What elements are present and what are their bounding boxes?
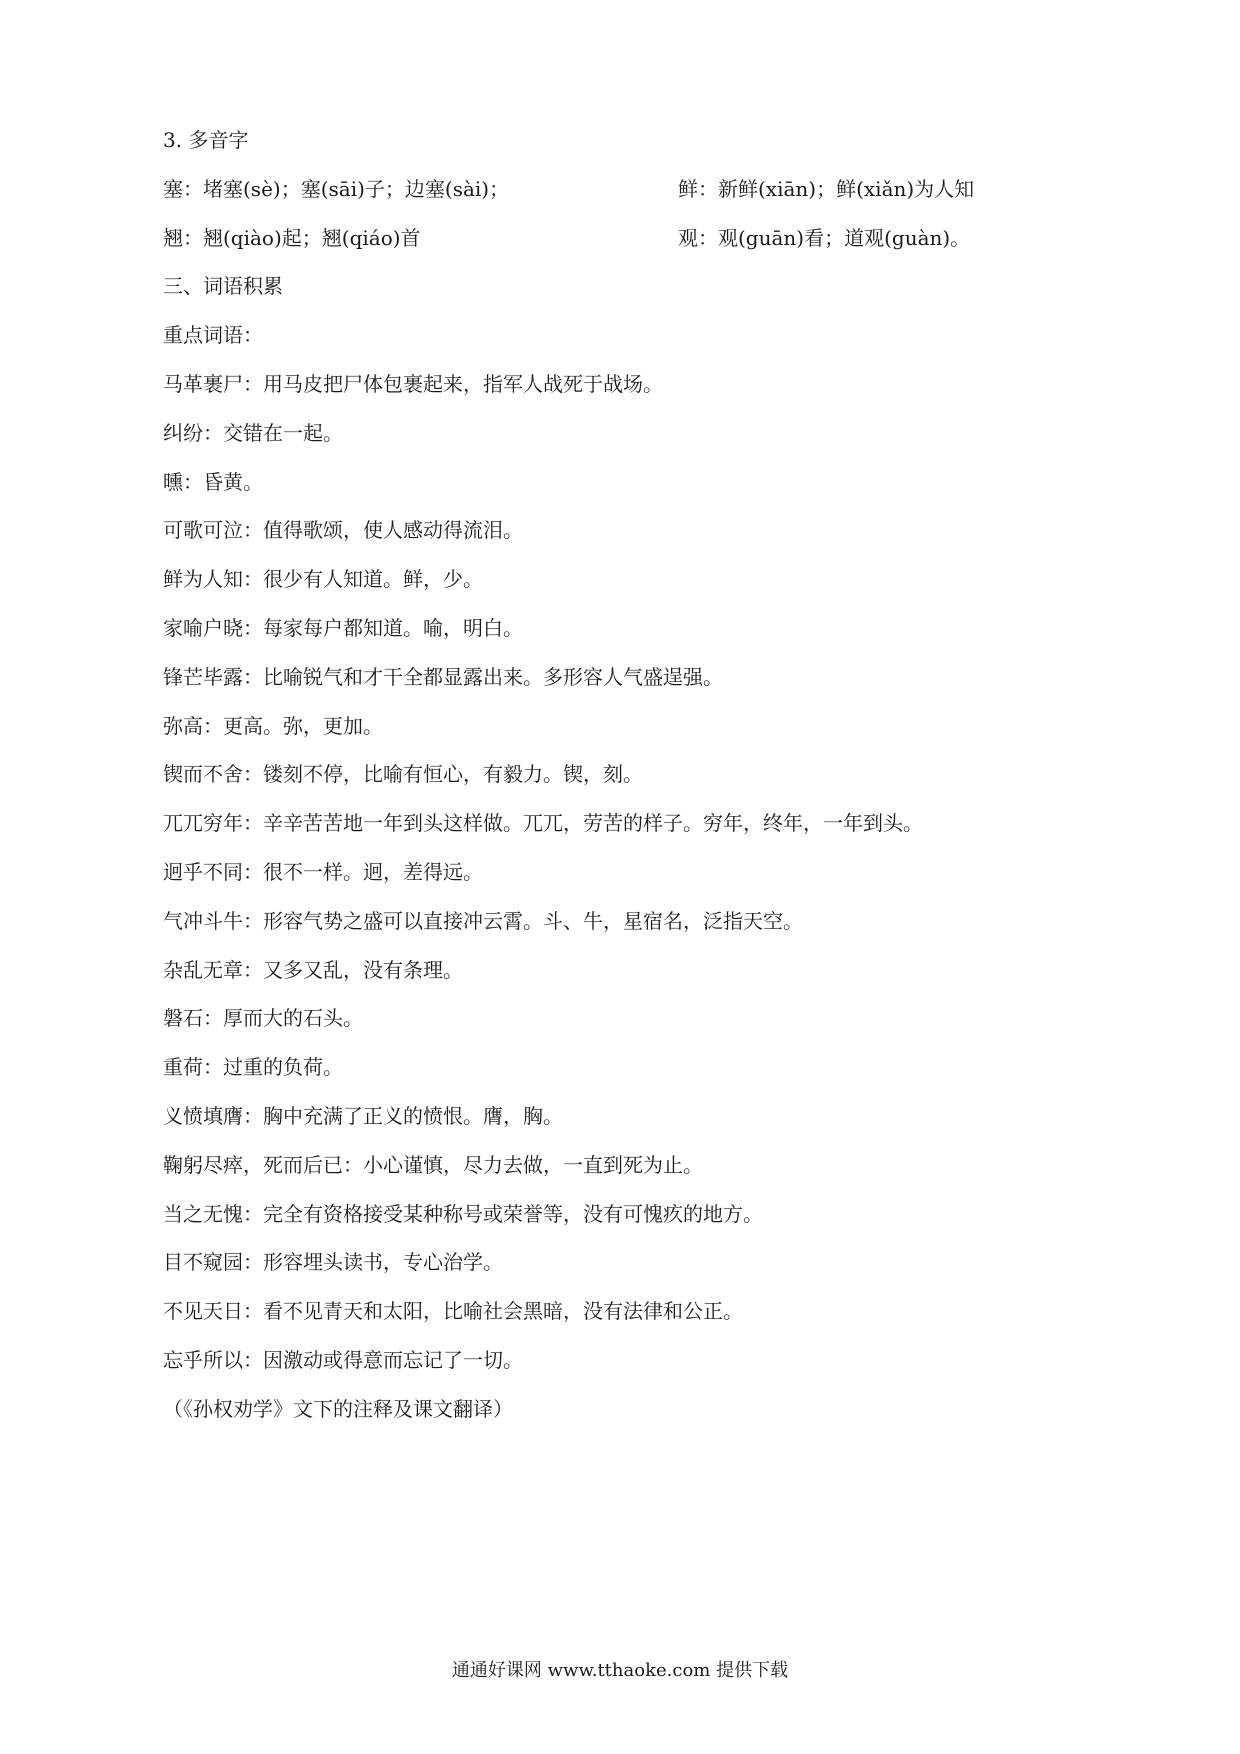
polyphone-entry: 塞：堵塞(sè)；塞(sāi)子；边塞(sài)； xyxy=(163,176,510,201)
vocabulary-item: 可歌可泣：值得歌颂，使人感动得流泪。 xyxy=(163,518,523,543)
vocabulary-item: 锲而不舍：镂刻不停，比喻有恒心，有毅力。锲，刻。 xyxy=(163,762,643,787)
vocabulary-item: 义愤填膺：胸中充满了正义的愤恨。膺，胸。 xyxy=(163,1103,563,1128)
vocabulary-item: 气冲斗牛：形容气势之盛可以直接冲云霄。斗、牛，星宿名，泛指天空。 xyxy=(163,908,803,933)
vocabulary-item: 曛：昏黄。 xyxy=(163,469,263,494)
section-title: 三、词语积累 xyxy=(163,274,283,299)
page-footer: 通通好课网 www.tthaoke.com 提供下载 xyxy=(451,1660,789,1681)
polyphone-row xyxy=(163,175,1103,203)
vocabulary-item: 迥乎不同：很不一样。迥，差得远。 xyxy=(163,859,483,884)
heading-polyphones: 3. 多音字 xyxy=(163,128,249,152)
polyphone-entry: 观：观(guān)看；道观(guàn)。 xyxy=(678,225,971,250)
vocabulary-item: 锋芒毕露：比喻锐气和才干全都显露出来。多形容人气盛逞强。 xyxy=(163,664,723,689)
vocabulary-item: 鲜为人知：很少有人知道。鲜，少。 xyxy=(163,567,483,592)
vocabulary-item: 忘乎所以：因激动或得意而忘记了一切。 xyxy=(163,1347,523,1372)
vocabulary-item: 目不窥园：形容埋头读书，专心治学。 xyxy=(163,1250,503,1275)
vocabulary-item: 弥高：更高。弥，更加。 xyxy=(163,713,383,738)
vocabulary-item: 重荷：过重的负荷。 xyxy=(163,1055,343,1080)
vocabulary-item: 磐石：厚而大的石头。 xyxy=(163,1006,363,1031)
page-content xyxy=(163,126,1103,1444)
vocabulary-item: 纠纷：交错在一起。 xyxy=(163,420,343,445)
vocabulary-item: 家喻户晓：每家每户都知道。喻，明白。 xyxy=(163,615,523,640)
vocabulary-item: 杂乱无章：又多又乱，没有条理。 xyxy=(163,957,463,982)
vocabulary-item: 马革裹尸：用马皮把尸体包裹起来，指军人战死于战场。 xyxy=(163,371,663,396)
vocabulary-item: 兀兀穷年：辛辛苦苦地一年到头这样做。兀兀，劳苦的样子。穷年，终年，一年到头。 xyxy=(163,811,923,836)
polyphone-row xyxy=(163,224,1103,252)
vocabulary-item: 鞠躬尽瘁，死而后已：小心谨慎，尽力去做，一直到死为止。 xyxy=(163,1152,703,1177)
vocabulary-item: 当之无愧：完全有资格接受某种称号或荣誉等，没有可愧疚的地方。 xyxy=(163,1201,763,1226)
polyphone-entry: 鲜：新鲜(xiān)；鲜(xiǎn)为人知 xyxy=(678,176,975,201)
closing-note: （《孙权劝学》文下的注释及课文翻译） xyxy=(163,1396,513,1421)
polyphone-entry: 翘：翘(qiào)起；翘(qiáo)首 xyxy=(163,225,421,250)
vocabulary-item: 不见天日：看不见青天和太阳，比喻社会黑暗，没有法律和公正。 xyxy=(163,1299,743,1324)
key-words-label: 重点词语： xyxy=(163,323,263,348)
